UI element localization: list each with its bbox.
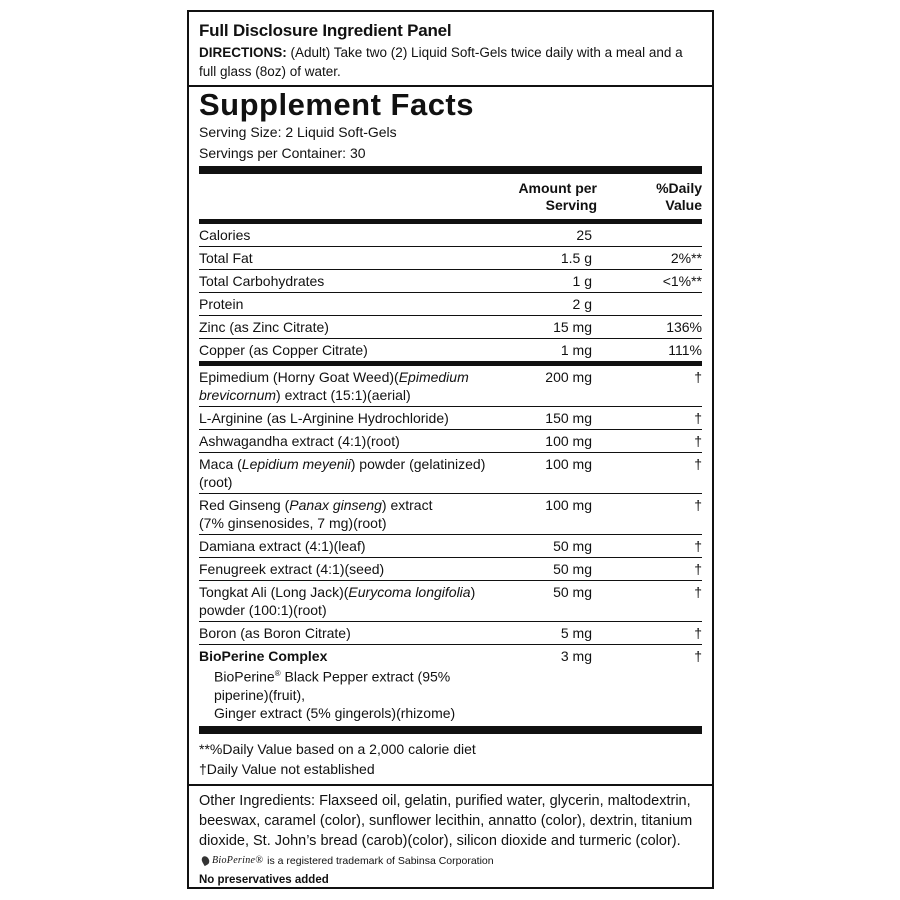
ingredient-row-damiana: Damiana extract (4:1)(leaf) 50 mg †: [199, 534, 702, 557]
daily-value-header: %Daily Value: [656, 180, 702, 213]
directions: [199, 43, 702, 81]
footnotes: [189, 734, 712, 784]
nutrient-row: Zinc (as Zinc Citrate) 15 mg 136%: [199, 315, 702, 338]
serving-size: Serving Size: 2 Liquid Soft-Gels: [199, 124, 397, 140]
ingredient-row-ginseng: Red Ginseng (Panax ginseng) extract (7% ginsenosides, 7 mg)(root) 100 mg †: [199, 493, 702, 534]
heavy-divider: [199, 166, 702, 174]
ingredient-row-fenugreek: Fenugreek extract (4:1)(seed) 50 mg †: [199, 557, 702, 580]
trademark-notice: [189, 851, 712, 868]
servings-per-container: Servings per Container: 30: [199, 145, 366, 161]
amount-header: Amount per Serving: [518, 180, 597, 213]
panel-header: [189, 12, 712, 85]
bioperine-logo: BioPerine®: [212, 854, 264, 866]
panel-title: Full Disclosure Ingredient Panel: [199, 21, 452, 40]
ingredient-row-tongkat: Tongkat Ali (Long Jack)(Eurycoma longifolia) powder (100:1)(root) 50 mg †: [199, 580, 702, 621]
bottom-heavy-divider: [199, 726, 702, 734]
footnote-dv-not-established: †Daily Value not established: [199, 760, 375, 777]
no-preservatives: No preservatives added: [199, 873, 329, 886]
nutrient-row: Total Carbohydrates 1 g <1%**: [199, 269, 702, 292]
ingredient-row-bioperine: BioPerine Complex BioPerine® Black Pepper extract (95% piperine)(fruit), Ginger extract (5% gingerols)(rhizome) 3 mg †: [199, 644, 702, 724]
footnote-dv-based: **%Daily Value based on a 2,000 calorie diet: [199, 740, 476, 757]
ingredient-row-maca: Maca (Lepidium meyenii) powder (gelatinized)(root) 100 mg †: [199, 452, 702, 493]
ingredient-row-epimedium: Epimedium (Horny Goat Weed)(Epimedium brevicornum) extract (15:1)(aerial) 200 mg †: [199, 369, 702, 403]
nutrient-row: Total Fat 1.5 g 2%**: [199, 246, 702, 269]
nutrient-row: Copper (as Copper Citrate) 1 mg 111%: [199, 338, 702, 361]
facts-title: Supplement Facts: [199, 87, 474, 122]
ingredient-row-arginine: L-Arginine (as L-Arginine Hydrochloride) 150 mg †: [199, 406, 702, 429]
bioperine-leaf-icon: [200, 855, 211, 866]
column-headers: [199, 174, 702, 219]
nutrient-row: Protein 2 g: [199, 292, 702, 315]
supplement-facts-panel: [187, 10, 714, 889]
facts-section: [189, 88, 712, 734]
ingredient-row-boron: Boron (as Boron Citrate) 5 mg †: [199, 621, 702, 644]
trademark-text: is a registered trademark of Sabinsa Corporation: [267, 854, 494, 867]
nutrient-row: Calories 25: [199, 227, 592, 243]
other-ingredients: Other Ingredients: Flaxseed oil, gelatin, purified water, glycerin, maltodextrin, beeswax, caramel (color), sunflower lecithin, annatto (color), dextrin, titanium dioxide, St. John’s bread (carob)(color), silicon dioxide and turmeric (color).: [199, 792, 693, 849]
directions-label: DIRECTIONS:: [199, 45, 287, 60]
ingredient-row-ashwagandha: Ashwagandha extract (4:1)(root) 100 mg †: [199, 429, 702, 452]
directions-text: (Adult) Take two (2) Liquid Soft-Gels twice daily with a meal and a full glass (8oz) of water.: [199, 45, 683, 79]
